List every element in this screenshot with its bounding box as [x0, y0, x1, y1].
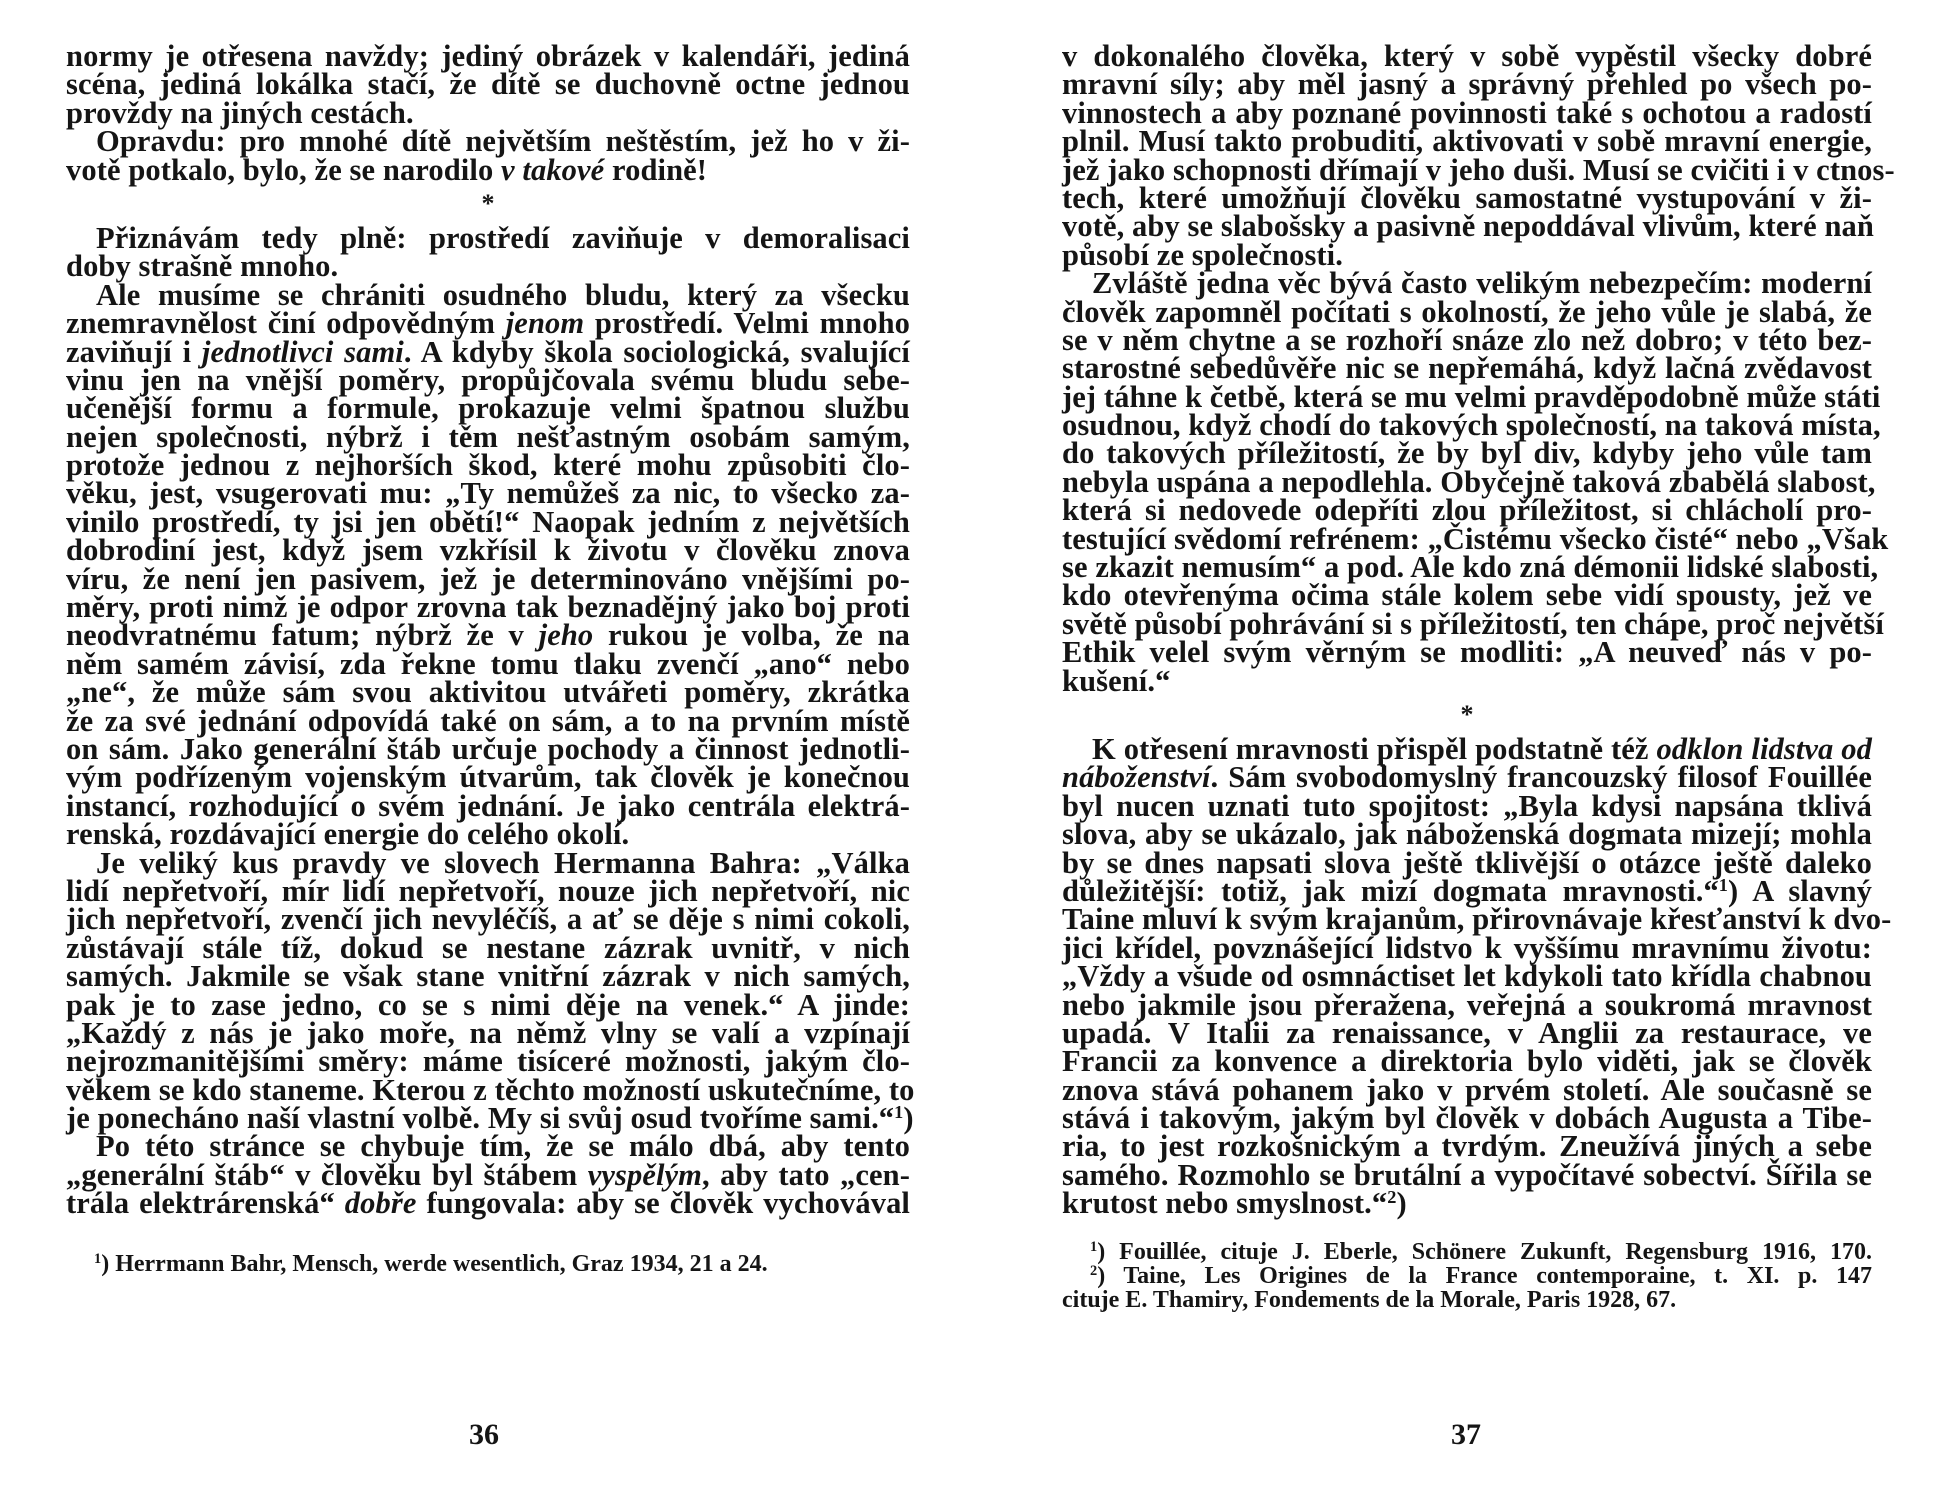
text-line — [1062, 124, 1872, 159]
text-run: jici křídel, povznášející lidstvo k vyššímu mravnímu životu: — [1062, 930, 1872, 965]
text-run: důležitější: totiž, jak mizí dogmata mravnosti.“ — [1062, 873, 1719, 908]
text-run: testující svědomí refrénem: „Čistému všecko čisté“ nebo „Však — [1062, 521, 1889, 556]
text-run: Opravdu: pro mnohé dítě největším neštěstím, jež ho v ži- — [96, 124, 910, 159]
text-run: je ponecháno naší vlastní volbě. My si svůj osud tvoříme sami.“ — [66, 1101, 895, 1136]
text-run: ria, to jest rozkošnickým a tvrdým. Zneužívá jiných a sebe — [1062, 1129, 1872, 1164]
footnote-marker: 1 — [94, 1250, 102, 1267]
text-run: „ne“, že může sám svou aktivitou utvářeti poměry, zkrátka — [66, 675, 910, 710]
text-run: upadá. V Italii za renaissance, v Anglii za restaurace, ve — [1062, 1015, 1872, 1050]
paragraph-first-line — [66, 277, 910, 312]
text-line — [66, 1044, 910, 1079]
text-line — [66, 362, 910, 397]
left-page-body — [66, 39, 915, 1221]
text-run: jež jako schopnosti dřímají v jeho duši. Musí se cvičiti i v ctnos- — [1062, 152, 1895, 187]
text-run: ) — [903, 1101, 914, 1136]
text-line — [66, 476, 910, 511]
text-run: něm samém závisí, zda řekne tomu tlaku zvenčí „ano“ nebo — [66, 646, 910, 681]
text-run: Ethik velel svým věrným se modliti: „A neuveď nás v po- — [1062, 635, 1872, 670]
text-line — [66, 1072, 915, 1107]
paragraph-first-line — [66, 845, 910, 880]
text-line — [1062, 578, 1872, 613]
text-line — [66, 703, 910, 738]
text-line — [1062, 322, 1872, 357]
text-run: protože jednou z nejhorších škod, které mohu způsobiti člo- — [66, 448, 910, 483]
emphasis-text: v takové — [501, 152, 605, 187]
text-line — [66, 1015, 910, 1050]
text-line — [66, 1101, 914, 1136]
text-run: tech, které umožňují člověku samostatné vystupování v ži- — [1062, 180, 1872, 215]
text-line — [66, 561, 910, 596]
text-run: jich nepřetvoří, zvenčí jich nevyléčíš, a ať se děje s nimi cokoli, — [66, 902, 910, 937]
text-line — [66, 249, 910, 284]
text-run: Zvláště jedna věc bývá často velikým nebezpečím: moderní — [1092, 266, 1872, 301]
text-run: mravní síly; aby měl jasný a správný přehled po všech po- — [1062, 67, 1872, 102]
paragraph-first-line — [1062, 731, 1872, 766]
text-run: měry, proti nimž je odpor zrovna tak beznadějný jako boj proti — [66, 590, 910, 625]
section-separator-asterisk: * — [1460, 699, 1474, 729]
text-run: stává i takovým, jakým byl člověk v dobách Augusta a Tibe- — [1062, 1101, 1872, 1136]
text-run: Ale musíme se chrániti osudného bludu, který za všecku — [96, 277, 910, 312]
text-run: věku, jest, vsugerovati mu: „Ty nemůžeš za nic, to všecko za- — [66, 476, 910, 511]
text-line — [66, 334, 910, 369]
section-separator-asterisk: * — [481, 188, 495, 218]
text-line — [66, 788, 910, 823]
text-line — [66, 95, 910, 130]
text-run: . A kdyby škola sociologická, svalující — [403, 334, 910, 369]
text-run: víru, že není jen pasivem, jež je determinováno vnějšími po- — [66, 561, 910, 596]
emphasis-text: dobře — [344, 1186, 417, 1221]
text-run: pak je to zase jedno, co se s nimi děje na venek.“ A jinde: — [66, 987, 910, 1022]
text-run: se zkazit nemusím“ a pod. Ale kdo zná démonii lidské slabosti, — [1062, 550, 1879, 585]
footnote-line — [1062, 1288, 1872, 1312]
text-run: doby strašně mnoho. — [66, 249, 339, 284]
text-line — [66, 533, 910, 568]
text-run: samého. Rozmohlo se brutální a vypočítavé sobectví. Šířila se — [1062, 1157, 1872, 1192]
footnote-line — [1062, 1240, 1872, 1264]
emphasis-text: vyspělým — [587, 1157, 702, 1192]
text-line — [1062, 209, 1874, 244]
text-line — [66, 39, 910, 73]
text-line — [66, 675, 910, 710]
text-line — [1062, 606, 1884, 641]
text-line — [66, 760, 910, 795]
text-run: normy je otřesena navždy; jediný obrázek v kalendáři, jediná — [66, 39, 910, 73]
text-line — [1062, 493, 1872, 528]
text-line — [1062, 39, 1872, 73]
footnote-gap — [66, 1218, 910, 1252]
emphasis-text: náboženství — [1062, 760, 1211, 795]
footnote-marker: 1 — [1718, 874, 1729, 895]
text-line — [66, 817, 910, 852]
text-run: člověk zapomněl počítati s okolností, že jeho vůle je slabá, že — [1062, 294, 1872, 329]
emphasis-text: odklon lidstva od — [1656, 731, 1872, 766]
text-line — [1062, 817, 1872, 852]
text-run: „generální štáb“ v člověku byl štábem — [66, 1157, 588, 1192]
text-line — [1062, 1157, 1872, 1192]
footnote-line — [1062, 1264, 1872, 1288]
text-line — [1062, 294, 1872, 329]
text-line — [66, 67, 910, 102]
right-page-footnotes — [1062, 1240, 1872, 1312]
text-run: kdo otevřenýma očima stále kolem sebe vidí spousty, jež ve — [1062, 578, 1872, 613]
text-run: plnil. Musí takto probuditi, aktivovati v sobě mravní energie, — [1062, 124, 1872, 159]
text-line — [1062, 987, 1872, 1022]
left-page — [66, 39, 915, 1277]
text-line — [66, 873, 910, 908]
text-run: provždy na jiných cestách. — [66, 95, 414, 130]
text-line — [66, 930, 910, 965]
footnote-marker: 2 — [1387, 1187, 1397, 1208]
text-run: trála elektrárenská“ — [66, 1186, 345, 1221]
text-line — [1062, 436, 1872, 471]
emphasis-text: jenom — [505, 306, 585, 341]
text-run: světě působí pohrávání si s příležitostí, ten chápe, proč největší — [1062, 606, 1884, 641]
text-run: kušení.“ — [1062, 663, 1171, 698]
paragraph-first-line — [66, 124, 910, 159]
text-run: zaviňují i — [66, 334, 202, 369]
page-number-right: 37 — [1451, 1418, 1481, 1451]
emphasis-text: jednotlivci sami — [201, 334, 404, 369]
text-run: ) Herrmann Bahr, Mensch, werde wesentlich, Graz 1934, 21 a 24. — [101, 1250, 768, 1277]
text-run: Taine mluví k svým krajanům, přirovnávaje křesťanství k dvo- — [1062, 902, 1892, 937]
text-run: znemravnělost činí odpovědným — [66, 306, 506, 341]
text-run: samých. Jakmile se však stane vnitřní zázrak v nich samých, — [66, 959, 910, 994]
text-run: „Každý z nás je jako moře, na němž vlny se valí a vzpínají — [66, 1015, 910, 1050]
paragraph-first-line — [1062, 266, 1872, 301]
text-run: vinilo prostředí, ty jsi jen obětí!“ Naopak jedním z největších — [66, 504, 910, 539]
text-line — [1062, 180, 1872, 215]
emphasis-text: jeho — [538, 618, 594, 653]
text-line — [66, 1186, 910, 1221]
text-run: která si nedovede odepříti zlou příležitost, si chlácholí pro- — [1062, 493, 1872, 528]
paragraph-first-line — [66, 220, 910, 255]
text-run: Přiznávám tedy plně: prostředí zaviňuje v demoralisaci — [96, 220, 910, 255]
text-run: ) — [1396, 1186, 1407, 1221]
text-line — [1062, 550, 1879, 585]
page-number-left: 36 — [469, 1418, 499, 1451]
text-line — [66, 391, 910, 426]
right-page-body — [1062, 39, 1895, 1221]
text-run: zůstávají stále tíž, dokud se nestane zázrak uvnitř, v nich — [66, 930, 910, 965]
text-run: instancí, rozhodující o svém jednání. Je jako centrála elektrá- — [66, 788, 910, 823]
text-line — [66, 959, 910, 994]
text-run: . Sám svobodomyslný francouzský filosof Fouillée — [1210, 760, 1872, 795]
text-line — [1062, 635, 1872, 670]
text-run: prostředí. Velmi mnoho — [584, 306, 910, 341]
text-run: , aby tato „cen- — [702, 1157, 910, 1192]
text-line — [66, 448, 910, 483]
text-line — [66, 731, 910, 766]
text-run: se v něm chytne a se rozhoří snáze zlo než dobro; v této bez- — [1062, 322, 1872, 357]
text-run: učenější formu a formule, prokazuje velmi špatnou službu — [66, 391, 910, 426]
text-line — [66, 504, 910, 539]
text-line — [1062, 930, 1872, 965]
text-line — [1062, 760, 1872, 795]
text-run: byl nucen uznati tuto spojitost: „Byla kdysi napsána tklivá — [1062, 788, 1872, 823]
text-run: scéna, jediná lokálka stačí, že dítě se duchovně octne jednou — [66, 67, 910, 102]
text-line — [1062, 1044, 1872, 1079]
text-run: votě, aby se slabošsky a pasivně nepoddával vlivům, které naň — [1062, 209, 1874, 244]
text-run: ) Taine, Les Origines de la France contemporaine, t. XI. p. 147 — [1097, 1262, 1872, 1289]
text-line — [1062, 95, 1872, 130]
text-run: fungovala: aby se člověk vychovával — [416, 1186, 910, 1221]
text-line — [66, 618, 910, 653]
text-line — [66, 419, 910, 454]
text-run: dobrodiní jest, když jsem vzkřísil k životu v člověku znova — [66, 533, 910, 568]
text-line — [66, 152, 910, 187]
text-line — [66, 1157, 910, 1192]
footnote-line — [66, 1252, 910, 1276]
text-run: by se dnes napsati slova ještě tklivější o otázce ještě daleko — [1062, 845, 1872, 880]
text-line — [66, 306, 910, 341]
text-line — [1062, 788, 1872, 823]
text-line — [1062, 152, 1895, 187]
text-line — [1062, 1186, 1872, 1221]
text-run: nebo jakmile jsou přeražena, veřejná a soukromá mravnost — [1062, 987, 1872, 1022]
text-run: ) Fouillée, cituje J. Eberle, Schönere Zukunft, Regensburg 1916, 170. — [1097, 1238, 1872, 1265]
text-run: „Vždy a všude od osmnáctiset let kdykoli tato křídla chabnou — [1062, 959, 1872, 994]
footnote-marker: 2 — [1090, 1262, 1098, 1279]
text-run: jej táhne k četbě, která se mu velmi pravděpodobně může státi — [1062, 379, 1881, 414]
text-line — [1062, 351, 1872, 386]
text-line — [1062, 379, 1881, 414]
paragraph-first-line — [66, 1129, 910, 1164]
text-line — [1062, 1072, 1872, 1107]
text-run: působí ze společnosti. — [1062, 237, 1343, 272]
text-line — [66, 590, 910, 625]
footnote-gap — [1062, 1218, 1872, 1240]
footnote-marker: 1 — [1090, 1238, 1098, 1255]
text-line — [1062, 464, 1876, 499]
text-run: Je veliký kus pravdy ve slovech Hermanna Bahra: „Válka — [96, 845, 910, 880]
text-run: lidí nepřetvoří, mír lidí nepřetvoří, nouze jich nepřetvoří, nic — [66, 873, 910, 908]
text-line — [1062, 663, 1872, 698]
text-run: slova, aby se ukázalo, jak náboženská dogmata mizejí; mohla — [1062, 817, 1872, 852]
text-line — [66, 646, 910, 681]
text-run: vinu jen na vnější poměry, propůjčovala svému bludu sebe- — [66, 362, 910, 397]
text-line — [1062, 521, 1889, 556]
text-run: věkem se kdo staneme. Kterou z těchto možností uskutečníme, to — [66, 1072, 915, 1107]
text-run: rodině! — [604, 152, 708, 187]
text-line — [1062, 1015, 1872, 1050]
text-run: cituje E. Thamiry, Fondements de la Morale, Paris 1928, 67. — [1062, 1286, 1677, 1313]
text-run: K otřesení mravnosti přispěl podstatně též — [1092, 731, 1657, 766]
text-line — [1062, 1101, 1872, 1136]
text-run: do takových příležitostí, že by byl div, kdyby jeho vůle tam — [1062, 436, 1872, 471]
text-run: vým podřízeným vojenským útvarům, tak člověk je konečnou — [66, 760, 910, 795]
text-run: ) A slavný — [1728, 873, 1872, 908]
text-run: on sám. Jako generální štáb určuje pochody a činnost jednotli- — [66, 731, 910, 766]
text-run: že za své jednání odpovídá také on sám, a to na prvním místě — [66, 703, 910, 738]
text-run: starostné sebedůvěře nic se nepřemáhá, když lačná zvědavost — [1062, 351, 1872, 386]
text-run: votě potkalo, bylo, že se narodilo — [66, 152, 502, 187]
text-line — [1062, 67, 1872, 102]
text-line — [1062, 845, 1872, 880]
text-run: osudnou, když chodí do takových společností, na taková místa, — [1062, 408, 1881, 443]
text-run: nejen společnosti, nýbrž i těm nešťastným osobám samým, — [66, 419, 910, 454]
text-line — [1062, 902, 1892, 937]
text-line — [66, 987, 910, 1022]
text-run: Po této stránce se chybuje tím, že se málo dbá, aby tento — [96, 1129, 910, 1164]
text-line — [1062, 873, 1872, 908]
text-line — [1062, 237, 1872, 272]
text-run: nejrozmanitějšími směry: máme tisíceré možnosti, jakým člo- — [66, 1044, 910, 1079]
text-run: v dokonalého člověka, který v sobě vypěstil všecky dobré — [1062, 39, 1872, 73]
text-run: neodvratnému fatum; nýbrž že v — [66, 618, 539, 653]
text-run: renská, rozdávající energie do celého okolí. — [66, 817, 630, 852]
text-run: rukou je volba, že na — [593, 618, 910, 653]
text-line — [1062, 959, 1872, 994]
text-run: krutost nebo smyslnost.“ — [1062, 1186, 1388, 1221]
right-page — [1062, 39, 1895, 1313]
text-run: vinnostech a aby poznané povinnosti také s ochotou a radostí — [1062, 95, 1872, 130]
text-line — [1062, 408, 1881, 443]
text-line — [66, 902, 910, 937]
text-line — [1062, 1129, 1872, 1164]
text-run: nebyla uspána a nepodlehla. Obyčejně taková zbabělá slabost, — [1062, 464, 1876, 499]
footnote-marker: 1 — [894, 1102, 904, 1122]
text-run: znova stává pohanem jako v prvém století. Ale současně se — [1062, 1072, 1872, 1107]
left-page-footnotes — [66, 1252, 910, 1276]
text-run: Francii za konvence a direktoria bylo viděti, jak se člověk — [1062, 1044, 1872, 1079]
